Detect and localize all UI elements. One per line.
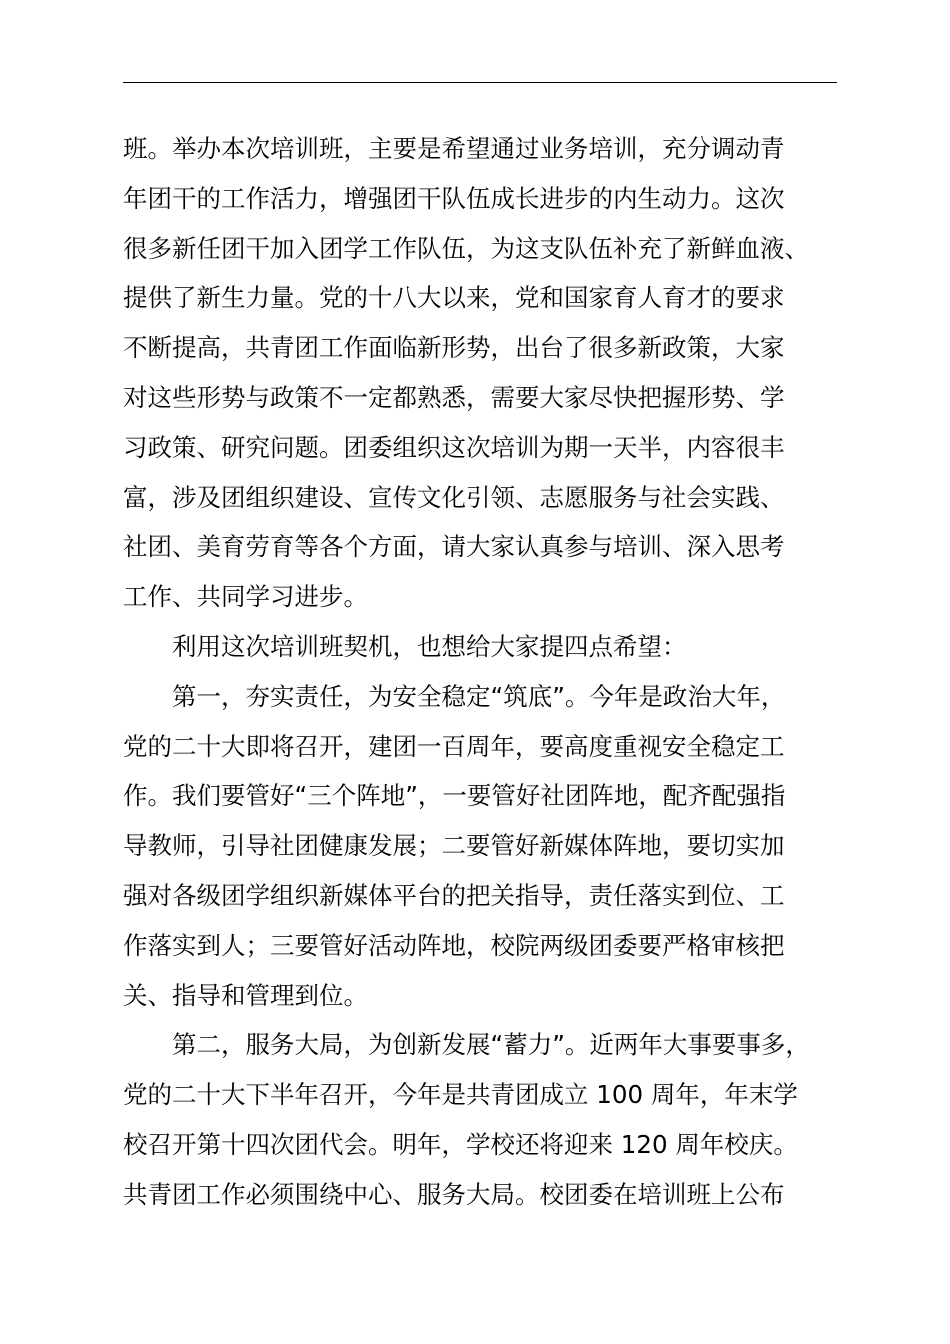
text-line: 年团干的工作活力，增强团干队伍成长进步的内生动力。这次 xyxy=(123,183,785,213)
text-line: 作落实到人；三要管好活动阵地，校院两级团委要严格审核把 xyxy=(123,930,785,960)
text-line: 党的二十大下半年召开，今年是共青团成立 100 周年，年末学 xyxy=(123,1080,798,1110)
text-line: 校召开第十四次团代会。明年，学校还将迎来 120 周年校庆。 xyxy=(123,1129,798,1159)
text-line: 社团、美育劳育等各个方面，请大家认真参与培训、深入思考 xyxy=(123,532,785,562)
body-text xyxy=(123,124,837,1220)
text-line: 不断提高，共青团工作面临新形势，出台了很多新政策，大家 xyxy=(123,333,785,363)
text-line: 班。举办本次培训班，主要是希望通过业务培训，充分调动青 xyxy=(123,134,785,163)
text-line: 提供了新生力量。党的十八大以来，党和国家育人育才的要求 xyxy=(123,283,785,313)
text-line: 导教师，引导社团健康发展；二要管好新媒体阵地，要切实加 xyxy=(123,831,785,861)
text-line: 利用这次培训班契机，也想给大家提四点希望： xyxy=(123,631,687,661)
text-line: 党的二十大即将召开，建团一百周年，要高度重视安全稳定工 xyxy=(123,731,785,761)
header-rule xyxy=(123,82,837,83)
text-line: 第二，服务大局，为创新发展“蓄力”。近两年大事要事多， xyxy=(123,1030,810,1060)
text-line: 对这些形势与政策不一定都熟悉，需要大家尽快把握形势、学 xyxy=(123,382,785,412)
text-line: 强对各级团学组织新媒体平台的把关指导，责任落实到位、工 xyxy=(123,880,785,910)
text-line: 工作、共同学习进步。 xyxy=(123,582,368,612)
text-line: 富，涉及团组织建设、宣传文化引领、志愿服务与社会实践、 xyxy=(123,482,785,512)
text-line: 共青团工作必须围绕中心、服务大局。校团委在培训班上公布 xyxy=(123,1179,785,1209)
text-line: 第一，夯实责任，为安全稳定“筑底”。今年是政治大年， xyxy=(123,681,786,711)
text-line: 很多新任团干加入团学工作队伍，为这支队伍补充了新鲜血液、 xyxy=(123,233,809,263)
text-line: 习政策、研究问题。团委组织这次培训为期一天半，内容很丰 xyxy=(123,432,785,462)
text-line: 关、指导和管理到位。 xyxy=(123,980,368,1010)
text-line: 作。我们要管好“三个阵地”，一要管好社团阵地，配齐配强指 xyxy=(123,781,786,811)
